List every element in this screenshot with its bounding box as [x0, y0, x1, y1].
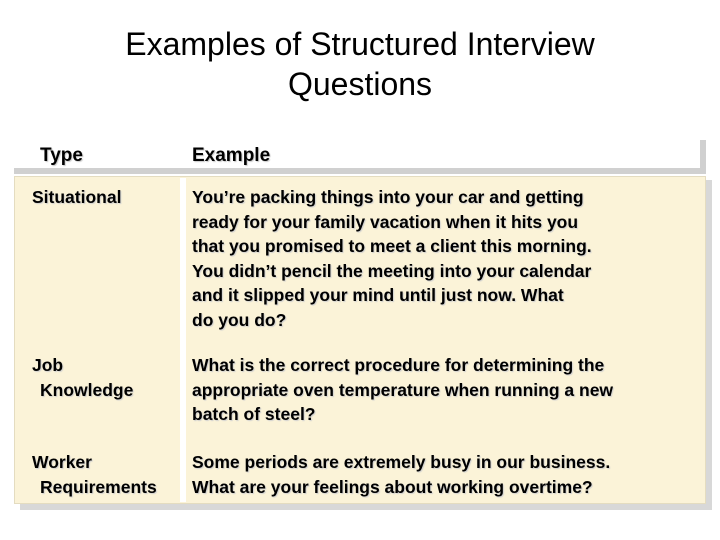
type-line: Knowledge	[40, 379, 134, 400]
page-title	[0, 24, 720, 104]
title-line-2: Questions	[287, 66, 433, 102]
title-line-1: Examples of Structured Interview	[125, 26, 595, 62]
example-line: Some periods are extremely busy in our business.	[192, 452, 611, 472]
table-row-2-example	[192, 353, 692, 427]
type-line: Requirements	[40, 476, 157, 497]
example-line: ready for your family vacation when it hits you	[192, 211, 579, 232]
example-line: What are your feelings about working overtime?	[192, 476, 593, 497]
table-row-3-type	[32, 450, 178, 499]
column-divider	[180, 178, 186, 502]
panel-shadow-bottom	[20, 504, 712, 510]
table-row-3-example	[192, 450, 692, 499]
type-line: Worker	[32, 452, 92, 472]
example-line: appropriate oven temperature when running a new	[192, 379, 614, 400]
panel-shadow-right	[706, 180, 712, 508]
example-line: What is the correct procedure for determining the	[192, 355, 605, 375]
table-row-2-type	[32, 353, 178, 402]
table-header-band	[14, 140, 706, 174]
column-header-example: Example	[192, 145, 271, 166]
example-line: do you do?	[192, 309, 287, 330]
table-row-1-type	[32, 185, 178, 210]
type-line: Situational	[32, 187, 122, 207]
type-line: Job	[32, 355, 64, 375]
example-line: that you promised to meet a client this morning.	[192, 236, 592, 256]
table-row-1-example	[192, 185, 692, 332]
example-line: You didn’t pencil the meeting into your calendar	[192, 260, 592, 281]
example-line: You’re packing things into your car and getting	[192, 187, 584, 207]
example-line: batch of steel?	[192, 404, 316, 424]
example-line: and it slipped your mind until just now. What	[192, 285, 564, 305]
column-header-type: Type	[40, 145, 83, 166]
